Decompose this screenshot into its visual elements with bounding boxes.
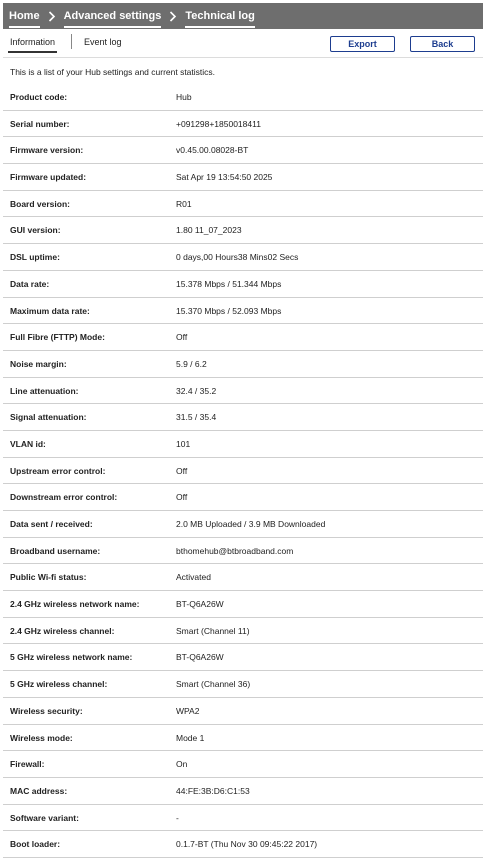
row-label: Downstream error control: [10, 492, 118, 503]
table-row [3, 644, 483, 671]
row-label: Firmware version: [10, 145, 84, 156]
table-row [3, 805, 483, 832]
tab-active-indicator [8, 51, 57, 53]
row-value: 0 days,00 Hours38 Mins02 Secs [176, 252, 299, 263]
table-row [3, 111, 483, 138]
back-button[interactable]: Back [410, 36, 475, 52]
table-row [3, 164, 483, 191]
row-label: Noise margin: [10, 358, 67, 369]
tab-event-log[interactable]: Event log [84, 37, 122, 47]
row-value: 32.4 / 35.2 [176, 385, 217, 396]
row-value: Off [176, 492, 188, 503]
table-row [3, 671, 483, 698]
table-row [3, 778, 483, 805]
table-row [3, 137, 483, 164]
row-label: Board version: [10, 198, 70, 209]
tab-information[interactable] [10, 37, 55, 47]
row-label: Public Wi-fi status: [10, 572, 87, 583]
row-value: Mode 1 [176, 732, 205, 743]
row-value: 15.378 Mbps / 51.344 Mbps [176, 278, 282, 289]
table-row [3, 618, 483, 645]
breadcrumb [3, 3, 483, 29]
row-label: Wireless mode: [10, 732, 73, 743]
row-label: 5 GHz wireless channel: [10, 679, 108, 690]
table-row [3, 591, 483, 618]
table-row [3, 298, 483, 325]
row-label: DSL uptime: [10, 252, 60, 263]
chevron-right-icon [40, 11, 64, 22]
table-row [3, 244, 483, 271]
row-value: BT-Q6A26W [176, 652, 224, 663]
table-row [3, 324, 483, 351]
table-row [3, 191, 483, 218]
breadcrumb-home[interactable]: Home [9, 3, 40, 29]
table-row [3, 404, 483, 431]
row-label: Firewall: [10, 759, 45, 770]
table-row [3, 378, 483, 405]
table-row [3, 84, 483, 111]
row-value: Off [176, 332, 188, 343]
row-value: R01 [176, 198, 192, 209]
row-value: WPA2 [176, 705, 200, 716]
row-label: Wireless security: [10, 705, 83, 716]
chevron-right-icon [161, 11, 185, 22]
export-button[interactable]: Export [330, 36, 395, 52]
technical-log-table [3, 84, 483, 858]
row-label: 2.4 GHz wireless network name: [10, 599, 140, 610]
tab-divider [71, 34, 72, 49]
row-label: Software variant: [10, 812, 79, 823]
row-label: Firmware updated: [10, 172, 87, 183]
row-label: MAC address: [10, 785, 68, 796]
row-value: v0.45.00.08028-BT [176, 145, 249, 156]
row-label: Full Fibre (FTTP) Mode: [10, 332, 105, 343]
row-value: bthomehub@btbroadband.com [176, 545, 294, 556]
tab-bar [3, 31, 483, 58]
row-value: Activated [176, 572, 211, 583]
row-label: Data sent / received: [10, 519, 93, 529]
row-label: GUI version: [10, 225, 61, 236]
breadcrumb-advanced-settings[interactable]: Advanced settings [64, 3, 162, 29]
row-value: 0.1.7-BT (Thu Nov 30 09:45:22 2017) [176, 839, 318, 850]
table-row [3, 458, 483, 485]
row-label: Data rate: [10, 278, 50, 289]
row-value: 44:FE:3B:D6:C1:53 [176, 785, 250, 796]
row-label: Product code: [10, 92, 68, 102]
table-row [3, 698, 483, 725]
row-value: - [176, 812, 179, 823]
row-label: Serial number: [10, 118, 70, 129]
table-row [3, 725, 483, 752]
breadcrumb-technical-log: Technical log [185, 3, 254, 29]
table-row [3, 831, 483, 858]
row-label: Upstream error control: [10, 465, 106, 476]
row-value: BT-Q6A26W [176, 599, 224, 610]
tab-information-label: Information [10, 37, 56, 47]
table-row [3, 751, 483, 778]
row-value: 1.80 11_07_2023 [176, 225, 242, 236]
row-label: 5 GHz wireless network name: [10, 652, 133, 663]
row-value: Off [176, 465, 188, 476]
table-row [3, 351, 483, 378]
table-row [3, 431, 483, 458]
table-row [3, 538, 483, 565]
row-value: 5.9 / 6.2 [176, 358, 207, 369]
row-label: 2.4 GHz wireless channel: [10, 625, 115, 636]
row-value: 2.0 MB Uploaded / 3.9 MB Downloaded [176, 519, 326, 529]
row-label: Signal attenuation: [10, 412, 87, 423]
row-value: Hub [176, 92, 192, 102]
row-value: On [176, 759, 188, 770]
table-row [3, 217, 483, 244]
row-value: Smart (Channel 36) [176, 679, 251, 690]
row-value: 101 [176, 438, 191, 449]
row-value: 15.370 Mbps / 52.093 Mbps [176, 305, 282, 316]
row-value: Sat Apr 19 13:54:50 2025 [176, 172, 273, 183]
table-row [3, 484, 483, 511]
table-row [3, 564, 483, 591]
table-row [3, 271, 483, 298]
row-value: Smart (Channel 11) [176, 625, 250, 636]
intro-text: This is a list of your Hub settings and current statistics. [10, 67, 216, 77]
row-value: +091298+1850018411 [176, 118, 261, 129]
row-label: Line attenuation: [10, 385, 79, 396]
row-label: VLAN id: [10, 438, 46, 449]
row-label: Boot loader: [10, 839, 61, 850]
row-label: Broadband username: [10, 545, 101, 556]
row-label: Maximum data rate: [10, 305, 90, 316]
table-row [3, 511, 483, 538]
row-value: 31.5 / 35.4 [176, 412, 217, 423]
